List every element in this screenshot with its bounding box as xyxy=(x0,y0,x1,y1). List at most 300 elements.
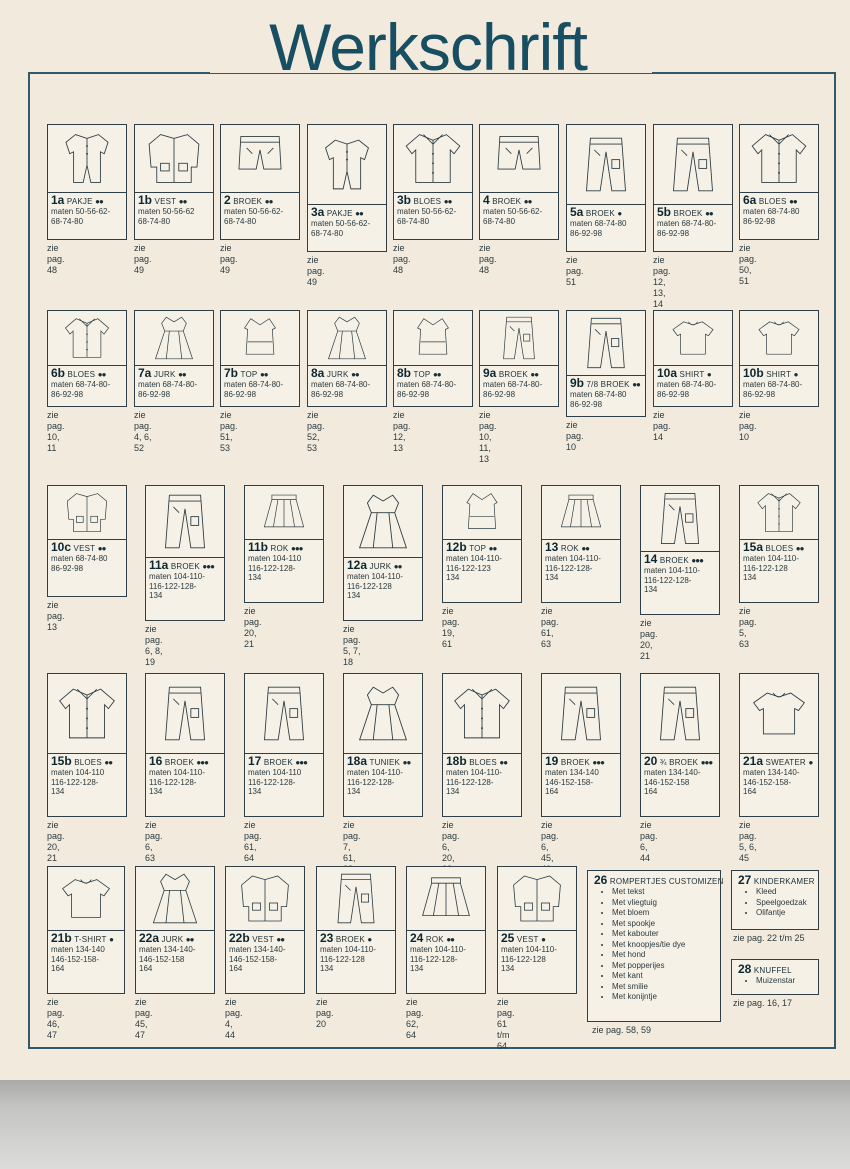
pattern-number: 20 xyxy=(644,754,658,768)
pattern-name: VEST xyxy=(154,197,177,206)
pattern-info xyxy=(135,930,215,994)
box-kinderkamer xyxy=(731,870,819,930)
pattern-heading xyxy=(347,756,419,768)
trousers-icon xyxy=(244,673,324,754)
pattern-number: 18a xyxy=(347,754,368,768)
page-reference: zie pag. 51 xyxy=(566,255,584,287)
pattern-info xyxy=(442,753,522,817)
pattern-name: BROEK xyxy=(560,758,590,767)
difficulty-dots: ●●● xyxy=(290,544,303,553)
tshirt-icon xyxy=(739,310,819,366)
pattern-info xyxy=(739,192,819,240)
pattern-name: BROEK xyxy=(233,197,263,206)
pattern-info xyxy=(640,753,720,817)
pattern-name: VEST xyxy=(252,935,274,944)
box28-ref: zie pag. 16, 17 xyxy=(733,998,793,1008)
size-range: maten 50-56-62- 68-74-80 xyxy=(224,207,284,226)
pattern-name: BROEK xyxy=(585,209,615,218)
pattern-number: 1a xyxy=(51,193,65,207)
page-reference: zie pag. 49 xyxy=(134,243,152,275)
pattern-heading xyxy=(149,756,221,768)
page-reference: zie pag. 6, 45, xyxy=(541,820,559,863)
blouse-icon xyxy=(393,124,473,193)
box26-ref: zie pag. 58, 59 xyxy=(592,1025,652,1035)
scan-bottom-edge xyxy=(0,1080,850,1169)
size-range: maten 104-110- 116-122-128 134 xyxy=(320,945,376,973)
size-range: maten 104-110- 116-122-123 134 xyxy=(446,554,502,582)
difficulty-dots: ●●● xyxy=(700,758,713,767)
pattern-number: 6a xyxy=(743,193,757,207)
list-item: • Met hond xyxy=(612,950,714,961)
pattern-name: TOP xyxy=(240,370,258,379)
pattern-name: VEST xyxy=(73,544,96,553)
pattern-number: 10c xyxy=(51,540,72,554)
pattern-number: 19 xyxy=(545,754,559,768)
difficulty-dots: ●●● xyxy=(202,562,214,571)
difficulty-dots: ●● xyxy=(632,380,640,389)
pattern-info xyxy=(497,930,577,994)
page-reference: zie pag. 5, 6, 45 xyxy=(739,820,757,863)
page-reference: zie pag. 20, 21 xyxy=(640,618,658,661)
size-range: maten 104-110- 116-122-128- 134 xyxy=(149,768,205,796)
size-range: maten 104-110- 116-122-128 134 xyxy=(347,572,403,600)
size-range: maten 134-140- 146-152-158 164 xyxy=(139,945,196,973)
box-rompertjes xyxy=(587,870,724,1022)
page-reference: zie pag. 6, 8, 19 xyxy=(145,624,163,667)
jumpsuit-icon xyxy=(47,124,127,193)
pattern-name: BLOES xyxy=(74,758,102,767)
size-range: maten 50-56-62- 68-74-80 xyxy=(397,207,457,226)
pattern-info xyxy=(541,753,621,817)
pattern-heading xyxy=(149,560,221,572)
blouse-icon xyxy=(47,673,127,754)
pattern-number: 3a xyxy=(311,205,325,219)
difficulty-dots: ●● xyxy=(488,544,497,553)
list-item: • Olifantje xyxy=(756,908,812,919)
pattern-heading xyxy=(51,933,121,945)
pattern-info xyxy=(739,753,819,817)
difficulty-dots: ●●● xyxy=(295,758,307,767)
box27-list xyxy=(738,887,812,919)
pattern-name: BLOES xyxy=(469,758,497,767)
pattern-info xyxy=(479,192,559,240)
page-reference: zie pag. 10 xyxy=(739,410,757,442)
box26-title: ROMPERTJES CUSTOMIZEN xyxy=(609,877,724,886)
list-item: • Muizenstar xyxy=(756,976,812,987)
pattern-number: 15b xyxy=(51,754,72,768)
page-reference: zie pag. 4, 6, 52 xyxy=(134,410,152,453)
pattern-heading xyxy=(138,195,210,207)
box28-list xyxy=(738,976,812,987)
dress-icon xyxy=(343,485,423,558)
box27-ref: zie pag. 22 t/m 25 xyxy=(733,933,805,943)
page-reference: zie pag. 48 xyxy=(47,243,65,275)
page-reference: zie pag. 7, 61, xyxy=(343,820,361,863)
pattern-name: BLOES xyxy=(67,370,96,379)
pattern-number: 25 xyxy=(501,931,515,945)
top-icon xyxy=(220,310,300,366)
difficulty-dots: ● xyxy=(367,935,372,944)
pattern-name: SHIRT xyxy=(679,370,705,379)
pattern-number: 13 xyxy=(545,540,559,554)
list-item: • Met kabouter xyxy=(612,929,714,940)
size-range: maten 68-74-80- 86-92-98 xyxy=(138,380,198,399)
pattern-heading xyxy=(743,756,815,768)
list-item: • Met kant xyxy=(612,971,714,982)
difficulty-dots: ●● xyxy=(276,935,285,944)
list-item: • Met knoopjes/tie dye xyxy=(612,940,714,951)
box27-num: 27 xyxy=(738,873,752,887)
pattern-info xyxy=(479,365,559,407)
pattern-number: 5b xyxy=(657,205,672,219)
pattern-info xyxy=(47,930,125,994)
pattern-number: 7a xyxy=(138,366,152,380)
pattern-heading xyxy=(224,195,296,207)
page-reference: zie pag. 52, 53 xyxy=(307,410,325,453)
pattern-heading xyxy=(446,756,518,768)
top-icon xyxy=(442,485,522,540)
skirt-icon xyxy=(244,485,324,540)
pattern-number: 8b xyxy=(397,366,412,380)
difficulty-dots: ●● xyxy=(104,758,113,767)
pattern-heading xyxy=(570,207,642,219)
pattern-info xyxy=(393,192,473,240)
size-range: maten 68-74-80- 86-92-98 xyxy=(397,380,457,399)
difficulty-dots: ●● xyxy=(499,758,508,767)
pattern-number: 11a xyxy=(149,558,169,572)
page-reference: zie pag. 14 xyxy=(653,410,671,442)
pattern-heading xyxy=(311,368,383,380)
pattern-number: 12a xyxy=(347,558,368,572)
pattern-info xyxy=(393,365,473,407)
pattern-name: TUNIEK xyxy=(369,758,401,767)
box26-list xyxy=(594,887,714,1003)
size-range: maten 134-140 146-152-158- 164 xyxy=(545,768,599,796)
page-reference: zie pag. 46, 47 xyxy=(47,997,65,1040)
trousers-icon xyxy=(145,485,225,558)
size-range: maten 68-74-80- 86-92-98 xyxy=(224,380,284,399)
pattern-heading xyxy=(743,542,815,554)
pattern-info xyxy=(134,365,214,407)
difficulty-dots: ●● xyxy=(185,935,194,944)
pattern-heading xyxy=(483,368,555,380)
pattern-info xyxy=(244,539,324,603)
list-item: • Met popperijes xyxy=(612,961,714,972)
size-range: maten 104-110 116-122-128- 134 xyxy=(248,554,302,582)
page-reference: zie pag. 20 xyxy=(316,997,334,1029)
trousers-icon xyxy=(640,485,720,552)
pattern-name: JURK xyxy=(161,935,184,944)
pattern-number: 8a xyxy=(311,366,325,380)
pattern-info xyxy=(307,204,387,252)
pattern-heading xyxy=(644,554,716,566)
difficulty-dots: ● xyxy=(541,935,545,944)
size-range: maten 68-74-80- 86-92-98 xyxy=(483,380,543,399)
pattern-heading xyxy=(51,368,123,380)
page-reference: zie pag. 12, 13, 14 xyxy=(653,255,671,309)
pattern-info xyxy=(541,539,621,603)
pattern-name: BROEK xyxy=(335,935,365,944)
difficulty-dots: ●● xyxy=(97,370,106,379)
blouse-icon xyxy=(739,485,819,540)
pattern-name: 7/8 BROEK xyxy=(586,380,630,389)
pattern-info xyxy=(134,192,214,240)
list-item: • Met konijntje xyxy=(612,992,714,1003)
size-range: maten 68-74-80- 86-92-98 xyxy=(657,219,717,238)
pattern-info xyxy=(145,753,225,817)
tshirt-icon xyxy=(47,866,125,931)
pattern-name: BROEK xyxy=(492,197,522,206)
list-item: • Met smilie xyxy=(612,982,714,993)
dress-icon xyxy=(134,310,214,366)
jumpsuit-icon xyxy=(307,124,387,205)
pattern-info xyxy=(739,365,819,407)
size-range: maten 68-74-80- 86-92-98 xyxy=(51,380,111,399)
page-reference: zie pag. 49 xyxy=(220,243,238,275)
difficulty-dots: ●● xyxy=(178,370,186,379)
difficulty-dots: ●● xyxy=(795,544,804,553)
pattern-heading xyxy=(248,756,320,768)
pattern-number: 7b xyxy=(224,366,239,380)
page-reference: zie pag. 49 xyxy=(307,255,325,287)
difficulty-dots: ● xyxy=(808,758,813,767)
shorts-icon xyxy=(479,124,559,193)
pattern-info xyxy=(653,204,733,252)
page-title: Werkschrift xyxy=(269,10,587,84)
pattern-number: 24 xyxy=(410,931,424,945)
page-reference: zie pag. 4, 44 xyxy=(225,997,243,1040)
pattern-heading xyxy=(51,542,123,554)
page-reference: zie pag. 6, 20, xyxy=(442,820,460,863)
pattern-info xyxy=(47,539,127,597)
difficulty-dots: ● xyxy=(109,935,113,944)
tshirt-icon xyxy=(739,673,819,754)
pattern-name: BROEK xyxy=(498,370,528,379)
page-reference: zie pag. 10, 11 xyxy=(47,410,65,453)
difficulty-dots: ●● xyxy=(443,197,452,206)
blouse-icon xyxy=(739,124,819,193)
pattern-name: JURK xyxy=(153,370,176,379)
size-range: maten 104-110- 116-122-128 134 xyxy=(743,554,799,582)
trousers-icon xyxy=(479,310,559,366)
pattern-number: 18b xyxy=(446,754,467,768)
page-reference: zie pag. 6, 63 xyxy=(145,820,163,863)
page-reference: zie pag. 61, 64 xyxy=(244,820,262,863)
page-reference: zie pag. 62, 64 xyxy=(406,997,424,1040)
difficulty-dots: ●● xyxy=(402,758,411,767)
difficulty-dots: ●● xyxy=(259,370,268,379)
top-icon xyxy=(393,310,473,366)
difficulty-dots: ●● xyxy=(351,370,359,379)
pattern-info xyxy=(225,930,305,994)
page-reference: zie pag. 5, 7, 18 xyxy=(343,624,361,667)
size-range: maten 68-74-80- 86-92-98 xyxy=(743,380,803,399)
pattern-name: ROK xyxy=(270,544,289,553)
size-range: maten 134-140- 146-152-158- 164 xyxy=(743,768,800,796)
pattern-name: JURK xyxy=(326,370,349,379)
difficulty-dots: ●● xyxy=(97,544,106,553)
pattern-number: 9a xyxy=(483,366,497,380)
page-reference: zie pag. 61, 63 xyxy=(541,606,559,649)
pattern-info xyxy=(220,192,300,240)
page-reference: zie pag. 13 xyxy=(47,600,65,632)
pattern-number: 10a xyxy=(657,366,678,380)
box-knuffel xyxy=(731,959,819,995)
jacket-icon xyxy=(225,866,305,931)
page-reference: zie pag. 50, 51 xyxy=(739,243,757,286)
blouse-icon xyxy=(442,673,522,754)
difficulty-dots: ●● xyxy=(705,209,713,218)
pattern-heading xyxy=(545,756,617,768)
difficulty-dots: ●●● xyxy=(691,556,703,565)
pattern-heading xyxy=(224,368,296,380)
pattern-name: TOP xyxy=(469,544,487,553)
size-range: maten 50-56-62- 68-74-80 xyxy=(51,207,111,226)
page-reference: zie pag. 10 xyxy=(566,420,584,452)
pattern-info xyxy=(442,539,522,603)
page-reference: zie pag. 45, 47 xyxy=(135,997,153,1040)
pattern-name: ¾ BROEK xyxy=(659,758,699,767)
pattern-info xyxy=(566,204,646,252)
pattern-heading xyxy=(51,195,123,207)
page-reference: zie pag. 19, 61 xyxy=(442,606,460,649)
size-range: maten 50-56-62- 68-74-80 xyxy=(311,219,371,238)
pattern-number: 21b xyxy=(51,931,72,945)
shorts-icon xyxy=(220,124,300,193)
box27-title: KINDERKAMER xyxy=(753,877,815,886)
box28-title: KNUFFEL xyxy=(753,966,792,975)
pattern-heading xyxy=(570,378,642,390)
pattern-heading xyxy=(410,933,482,945)
pattern-heading xyxy=(446,542,518,554)
pattern-heading xyxy=(397,195,469,207)
difficulty-dots: ●●● xyxy=(196,758,208,767)
pattern-name: BROEK xyxy=(263,758,293,767)
pattern-heading xyxy=(545,542,617,554)
dress-icon xyxy=(135,866,215,931)
pattern-number: 15a xyxy=(743,540,764,554)
size-range: maten 104-110 116-122-128- 134 xyxy=(51,768,105,796)
pattern-number: 22b xyxy=(229,931,250,945)
size-range: maten 68-74-80 86-92-98 xyxy=(743,207,800,226)
pattern-name: SHIRT xyxy=(766,370,792,379)
pattern-number: 21a xyxy=(743,754,764,768)
pattern-heading xyxy=(311,207,383,219)
size-range: maten 104-110- 116-122-128- 134 xyxy=(410,945,466,973)
size-range: maten 68-74-80 86-92-98 xyxy=(570,390,627,409)
pattern-heading xyxy=(743,368,815,380)
page-reference: zie pag. 51, 53 xyxy=(220,410,238,453)
skirt-icon xyxy=(406,866,486,931)
pattern-name: ROK xyxy=(560,544,579,553)
trousers-icon xyxy=(541,673,621,754)
pattern-info xyxy=(220,365,300,407)
pattern-heading xyxy=(138,368,210,380)
pattern-number: 22a xyxy=(139,931,160,945)
pattern-info xyxy=(145,557,225,621)
difficulty-dots: ●● xyxy=(393,562,402,571)
pattern-info xyxy=(739,539,819,603)
difficulty-dots: ●● xyxy=(523,197,532,206)
trousers-icon xyxy=(653,124,733,205)
pattern-heading xyxy=(657,368,729,380)
difficulty-dots: ●● xyxy=(446,935,454,944)
page-reference: zie pag. 20, 21 xyxy=(47,820,65,863)
difficulty-dots: ●● xyxy=(95,197,103,206)
pattern-info xyxy=(653,365,733,407)
jacket-icon xyxy=(134,124,214,193)
page-reference: zie pag. 48 xyxy=(393,243,411,275)
size-range: maten 104-110- 116-122-128- 134 xyxy=(347,768,403,796)
tshirt-icon xyxy=(653,310,733,366)
list-item: • Met tekst xyxy=(612,887,714,898)
difficulty-dots: ●● xyxy=(581,544,589,553)
pattern-name: PAKJE xyxy=(66,197,93,206)
pattern-name: TOP xyxy=(413,370,431,379)
pattern-number: 9b xyxy=(570,376,585,390)
difficulty-dots: ● xyxy=(793,370,798,379)
pattern-info xyxy=(316,930,396,994)
size-range: maten 104-110 116-122-128- 134 xyxy=(248,768,302,796)
size-range: maten 68-74-80 86-92-98 xyxy=(51,554,108,573)
size-range: maten 50-56-62- 68-74-80 xyxy=(483,207,543,226)
pattern-name: BROEK xyxy=(673,209,703,218)
pattern-info xyxy=(47,365,127,407)
pattern-number: 23 xyxy=(320,931,334,945)
difficulty-dots: ●● xyxy=(264,197,273,206)
size-range: maten 68-74-80- 86-92-98 xyxy=(311,380,371,399)
pattern-number: 4 xyxy=(483,193,490,207)
pattern-number: 1b xyxy=(138,193,153,207)
pattern-heading xyxy=(743,195,815,207)
pattern-info xyxy=(244,753,324,817)
trousers-icon xyxy=(566,310,646,376)
pattern-number: 2 xyxy=(224,193,231,207)
pattern-name: BLOES xyxy=(765,544,794,553)
page-reference: zie pag. 12, 13 xyxy=(393,410,411,453)
page-reference: zie pag. 6, 44 xyxy=(640,820,658,863)
pattern-info xyxy=(640,551,720,615)
size-range: maten 134-140- 146-152-158- 164 xyxy=(229,945,286,973)
page-reference: zie pag. 10, 11, 13 xyxy=(479,410,497,464)
difficulty-dots: ●● xyxy=(432,370,441,379)
pattern-heading xyxy=(229,933,301,945)
size-range: maten 104-110- 116-122-128- 134 xyxy=(644,566,700,594)
size-range: maten 104-110- 116-122-128- 134 xyxy=(446,768,502,796)
size-range: maten 104-110- 116-122-128 134 xyxy=(501,945,557,973)
pattern-heading xyxy=(320,933,392,945)
pattern-number: 14 xyxy=(644,552,658,566)
difficulty-dots: ● xyxy=(617,209,622,218)
size-range: maten 50-56-62 68-74-80 xyxy=(138,207,195,226)
pattern-heading xyxy=(644,756,716,768)
size-range: maten 134-140 146-152-158- 164 xyxy=(51,945,105,973)
pattern-heading xyxy=(139,933,211,945)
pattern-number: 17 xyxy=(248,754,262,768)
pattern-heading xyxy=(248,542,320,554)
pattern-info xyxy=(566,375,646,417)
trousers-icon xyxy=(145,673,225,754)
page-reference: zie pag. 20, 21 xyxy=(244,606,262,649)
pattern-heading xyxy=(501,933,573,945)
size-range: maten 68-74-80- 86-92-98 xyxy=(657,380,717,399)
blouse-icon xyxy=(47,310,127,366)
size-range: maten 68-74-80 86-92-98 xyxy=(570,219,627,238)
pattern-number: 3b xyxy=(397,193,412,207)
dress-icon xyxy=(343,673,423,754)
pattern-name: BLOES xyxy=(413,197,442,206)
jacket-icon xyxy=(47,485,127,540)
